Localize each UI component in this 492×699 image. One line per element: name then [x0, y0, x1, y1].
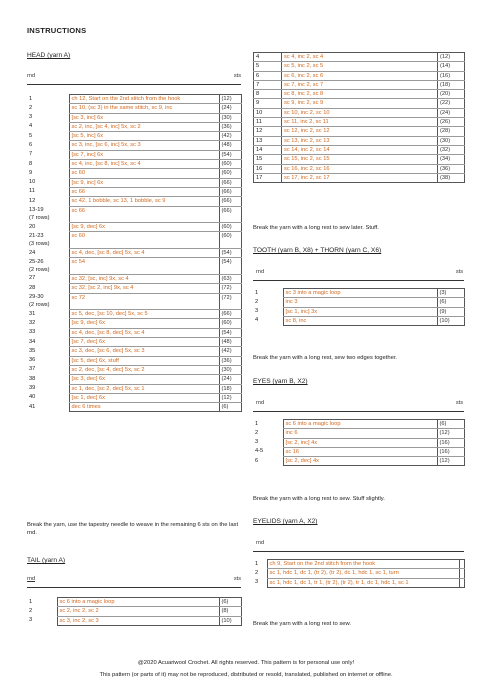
stitch-count: (6) [437, 420, 464, 429]
round-instruction: sc 66 [69, 187, 219, 196]
round-number: 9 [254, 99, 282, 108]
head-col-rnd: rnd [27, 73, 36, 79]
tail-table-part2 [253, 52, 465, 183]
table-row [27, 375, 241, 384]
tooth-note: Break the yarn with a long rest, sew two edges together. [253, 355, 398, 361]
round-instruction: sc 42, 1 bobble, sc 13, 1 bobble, sc 9 [69, 197, 219, 206]
round-number: 3 [255, 439, 259, 446]
table-row [27, 169, 241, 178]
table-row [254, 136, 465, 145]
head-table [27, 94, 242, 412]
stitch-count: (48) [219, 338, 241, 347]
round-instruction: ch 9, Start on the 2nd stitch from the hook [267, 560, 459, 569]
stitch-count: (3) [437, 289, 464, 298]
stitch-count [459, 569, 464, 578]
round-number: 3 [255, 579, 259, 586]
round-number: 38 [29, 375, 36, 382]
table-row [27, 607, 241, 616]
eyelids-header-rule [253, 551, 464, 552]
round-instruction: [sc 1, inc] 3x [283, 307, 437, 316]
round-number: 40 [29, 394, 36, 401]
round-number: 7 [254, 80, 282, 89]
stitch-count: (48) [219, 141, 241, 150]
stitch-count: (24) [219, 104, 241, 113]
round-number: 16 [254, 164, 282, 173]
round-number: 39 [29, 385, 36, 391]
table-row [27, 356, 241, 365]
stitch-count: (63) [219, 274, 241, 283]
eyelids-section-title: EYELIDS (yarn A, X2) [253, 518, 318, 525]
round-instruction: dec 6 times [69, 403, 219, 412]
table-row [254, 118, 465, 127]
eyelids-table [253, 559, 465, 588]
round-instruction: sc 10, (sc 3) in the same stitch, sc 9, inc [69, 104, 219, 113]
round-number: 13-19 (7 rows) [29, 207, 50, 222]
tail-note: Break the yarn with a long rest to sew later. Stuff. [253, 225, 379, 231]
stitch-count: (6) [219, 403, 241, 412]
stitch-count: (34) [438, 155, 465, 164]
round-number: 6 [255, 457, 259, 464]
table-row [253, 420, 464, 429]
round-instruction: sc 8, inc 2, sc 8 [282, 90, 438, 99]
eyelids-table-header [256, 540, 463, 546]
round-instruction: [sc 2, inc] 4x [283, 438, 437, 447]
round-instruction: sc 3, dec, [sc 6, dec] 5x, sc 3 [69, 347, 219, 356]
stitch-count: (54) [219, 328, 241, 337]
table-row [27, 319, 241, 328]
tail-table-header [27, 576, 241, 582]
eyes-col-rnd: rnd [256, 400, 265, 406]
round-instruction: sc 5, inc 2, sc 5 [282, 62, 438, 71]
round-number: 8 [254, 90, 282, 99]
tail-col-sts: sts [233, 576, 241, 582]
stitch-count: (12) [219, 393, 241, 402]
stitch-count: (54) [219, 258, 241, 275]
round-number: 13 [254, 136, 282, 145]
round-number: 41 [29, 403, 36, 410]
tooth-table-header [256, 269, 463, 275]
round-number: 3 [29, 617, 33, 624]
stitch-count: (72) [219, 284, 241, 293]
round-number: 12 [254, 127, 282, 136]
round-instruction: sc 54 [69, 258, 219, 275]
stitch-count [459, 578, 464, 587]
round-number: 2 [29, 607, 33, 614]
stitch-count: (12) [437, 429, 464, 438]
stitch-count: (66) [219, 187, 241, 196]
table-row [27, 150, 241, 159]
round-instruction: sc 4, inc, [sc 8, inc] 5x, sc 4 [69, 160, 219, 169]
round-instruction: ch 12, Start on the 2nd stitch from the hook [69, 95, 219, 104]
round-number: 20 [29, 223, 36, 230]
round-number: 4-5 [255, 448, 264, 455]
round-number: 8 [29, 160, 33, 167]
round-number: 31 [29, 310, 36, 317]
stitch-count: (28) [438, 127, 465, 136]
stitch-count: (12) [437, 457, 464, 466]
round-number: 2 [255, 429, 259, 436]
table-row [254, 71, 465, 80]
table-row [27, 104, 241, 113]
round-number: 3 [29, 114, 33, 121]
round-instruction: sc 3, inc, [sc 6, inc] 5x, sc 3 [69, 141, 219, 150]
stitch-count: (16) [438, 71, 465, 80]
table-row [27, 178, 241, 187]
round-number: 11 [254, 118, 282, 127]
round-number: 24 [29, 249, 36, 256]
table-row [27, 403, 241, 412]
table-row [27, 347, 241, 356]
round-number: 2 [255, 569, 259, 576]
stitch-count: (54) [219, 249, 241, 258]
stitch-count: (22) [438, 99, 465, 108]
footer-copyright: @2020 Acuariwool Crochet. All rights reserved. This pattern is for personal use only! [137, 660, 355, 666]
page-title: INSTRUCTIONS [27, 26, 87, 35]
round-number: 5 [29, 132, 33, 139]
round-instruction: sc 16 [283, 447, 437, 456]
round-number: 21-23 (3 rows) [29, 232, 50, 248]
round-instruction: sc 3 into a magic loop [283, 289, 437, 298]
round-instruction: sc 17, inc 2, sc 17 [282, 173, 438, 182]
stitch-count: (36) [219, 122, 241, 131]
table-row [27, 197, 241, 206]
tooth-section-title: TOOTH (yarn B, X8) + THORN (yarn C, X6) [253, 247, 382, 254]
round-instruction: sc 1, hdc 1, dc 1, (tr 2), (tr 2), dc 1, hdc 1, sc 1, turn [267, 569, 459, 578]
stitch-count: (54) [219, 150, 241, 159]
table-row [253, 438, 464, 447]
round-instruction: [sc 3, dec] 6x [69, 375, 219, 384]
stitch-count: (16) [437, 438, 464, 447]
table-row [27, 616, 241, 625]
table-row [27, 274, 241, 283]
eyes-col-sts: sts [455, 400, 463, 406]
table-row [27, 95, 241, 104]
round-number: 1 [255, 420, 259, 427]
tooth-table [253, 288, 465, 326]
table-row [253, 429, 464, 438]
stitch-count: (8) [219, 607, 241, 616]
round-instruction: sc 2, dec, [sc 4, dec] 5x, sc 2 [69, 365, 219, 374]
table-row [27, 365, 241, 374]
round-number: 2 [29, 104, 33, 111]
round-instruction: sc 15, inc 2, sc 15 [282, 155, 438, 164]
round-number: 35 [29, 347, 36, 354]
tooth-header-rule [253, 280, 464, 281]
round-instruction: [sc 9, dec] 6x [69, 223, 219, 232]
table-row [253, 560, 464, 569]
stitch-count: (18) [438, 80, 465, 89]
table-row [253, 298, 464, 307]
table-row [27, 141, 241, 150]
eyelids-col-rnd: rnd [256, 540, 265, 546]
round-number: 36 [29, 357, 36, 364]
table-row [253, 457, 464, 466]
round-number: 9 [29, 169, 33, 176]
round-number: 33 [29, 329, 36, 336]
round-number: 17 [254, 173, 282, 182]
table-row [27, 284, 241, 293]
table-row [27, 249, 241, 258]
round-instruction: sc 14, inc 2, sc 14 [282, 145, 438, 154]
stitch-count: (24) [438, 108, 465, 117]
table-row [254, 80, 465, 89]
table-row [27, 598, 241, 607]
stitch-count: (20) [438, 90, 465, 99]
round-instruction: [sc 7, dec] 6x [69, 338, 219, 347]
table-row [253, 307, 464, 316]
round-instruction: sc 4, dec, [sc 8, dec] 5x, sc 4 [69, 328, 219, 337]
tail-col-rnd: rnd [27, 576, 36, 582]
table-row [27, 258, 241, 275]
round-instruction: [sc 9, inc] 6x [69, 178, 219, 187]
table-row [254, 108, 465, 117]
table-row [27, 132, 241, 141]
stitch-count: (60) [219, 319, 241, 328]
table-row [27, 122, 241, 131]
round-instruction: sc 72 [69, 293, 219, 310]
stitch-count: (30) [438, 136, 465, 145]
round-number: 4 [255, 317, 259, 324]
table-row [27, 338, 241, 347]
stitch-count: (9) [437, 307, 464, 316]
stitch-count: (12) [219, 95, 241, 104]
round-instruction: sc 3, inc 2, sc 3 [57, 616, 219, 625]
round-instruction: sc 13, inc 2, sc 13 [282, 136, 438, 145]
round-instruction: sc 2, inc 2, sc 2 [57, 607, 219, 616]
round-instruction: sc 12, inc 2, sc 12 [282, 127, 438, 136]
stitch-count: (30) [219, 365, 241, 374]
head-col-sts: sts [233, 73, 241, 79]
round-number: 2 [255, 298, 259, 305]
round-number: 1 [29, 598, 33, 605]
table-row [253, 289, 464, 298]
tooth-col-sts: sts [455, 269, 463, 275]
round-number: 34 [29, 338, 36, 345]
round-instruction: sc 11, inc 2, sc 11 [282, 118, 438, 127]
stitch-count: (10) [219, 616, 241, 625]
round-instruction: sc 7, inc 2, sc 7 [282, 80, 438, 89]
table-row [253, 578, 464, 587]
round-number: 11 [29, 188, 35, 195]
table-row [254, 173, 465, 182]
round-number: 12 [29, 197, 36, 204]
table-row [27, 310, 241, 319]
stitch-count: (42) [219, 347, 241, 356]
stitch-count: (60) [219, 223, 241, 232]
table-row [254, 155, 465, 164]
round-instruction: sc 16, inc 2, sc 16 [282, 164, 438, 173]
round-number: 5 [254, 62, 282, 71]
stitch-count: (24) [219, 375, 241, 384]
table-row [254, 53, 465, 62]
round-instruction: sc 4, inc 2, sc 4 [282, 53, 438, 62]
round-number: 3 [255, 308, 259, 315]
round-instruction: sc 9, inc 2, sc 9 [282, 99, 438, 108]
round-instruction: [sc 9, dec] 6x [69, 319, 219, 328]
round-number: 15 [254, 155, 282, 164]
stitch-count: (12) [438, 53, 465, 62]
table-row [27, 232, 241, 249]
table-row [254, 164, 465, 173]
round-instruction: sc 6 into a magic loop [57, 598, 219, 607]
round-instruction: sc 6 into a magic loop [283, 420, 437, 429]
round-instruction: sc 8, inc [283, 316, 437, 325]
stitch-count: (66) [219, 178, 241, 187]
stitch-count: (66) [219, 310, 241, 319]
round-number: 28 [29, 284, 36, 291]
stitch-count: (10) [437, 316, 464, 325]
table-row [254, 90, 465, 99]
round-number: 1 [255, 289, 259, 296]
stitch-count: (66) [219, 206, 241, 223]
round-number: 25-26 (2 rows) [29, 258, 50, 274]
table-row [27, 223, 241, 232]
stitch-count: (26) [438, 118, 465, 127]
round-instruction: sc 60 [69, 232, 219, 249]
round-number: 6 [254, 71, 282, 80]
eyes-table-header [256, 400, 463, 406]
round-instruction: sc 2, inc, [sc 4, inc] 5x, sc 2 [69, 122, 219, 131]
stitch-count: (38) [438, 173, 465, 182]
stitch-count: (6) [219, 598, 241, 607]
round-number: 37 [29, 366, 36, 373]
table-row [27, 206, 241, 223]
round-number: 7 [29, 151, 33, 158]
eyes-table [253, 419, 465, 466]
table-row [254, 127, 465, 136]
round-instruction: sc 5, dec, [sc 10, dec] 5x, sc 5 [69, 310, 219, 319]
round-instruction: inc 3 [283, 298, 437, 307]
stitch-count: (16) [437, 447, 464, 456]
stitch-count: (72) [219, 293, 241, 310]
round-number: 1 [29, 95, 33, 102]
round-instruction: sc 10, inc 2, sc 10 [282, 108, 438, 117]
table-row [254, 62, 465, 71]
head-header-rule [27, 84, 241, 85]
head-note: Break the yarn, use the tapestry needle to weave in the remaining 6 sts on the last rnd. [27, 522, 239, 537]
head-section-title: HEAD (yarn A) [27, 52, 71, 59]
round-instruction: sc 4, dec, [sc 8, dec] 5x, sc 4 [69, 249, 219, 258]
eyes-header-rule [253, 411, 464, 412]
table-row [254, 145, 465, 154]
tail-table-part1 [27, 597, 242, 626]
round-number: 29-30 (2 rows) [29, 294, 50, 309]
head-table-header [27, 73, 241, 79]
tail-section-title: TAIL (yarn A) [27, 557, 66, 564]
tooth-col-rnd: rnd [256, 269, 265, 275]
stitch-count: (32) [438, 145, 465, 154]
stitch-count: (60) [219, 160, 241, 169]
round-number: 6 [29, 141, 33, 148]
stitch-count: (66) [219, 197, 241, 206]
stitch-count: (60) [219, 169, 241, 178]
round-instruction: [sc 7, inc] 6x [69, 150, 219, 159]
stitch-count: (6) [437, 298, 464, 307]
round-number: 32 [29, 319, 36, 326]
eyes-note: Break the yarn with a long rest to sew. Stuff slightly. [253, 496, 385, 502]
table-row [27, 328, 241, 337]
tail-header-rule [27, 587, 241, 588]
table-row [253, 447, 464, 456]
stitch-count: (18) [219, 384, 241, 393]
stitch-count: (30) [219, 113, 241, 122]
table-row [253, 316, 464, 325]
round-number: 14 [254, 145, 282, 154]
footer-disclaimer: This pattern (or parts of it) may not be reproduced, distributed or resold, translated, published on internet or offline. [99, 672, 393, 678]
table-row [27, 393, 241, 402]
round-instruction: sc 6, inc 2, sc 6 [282, 71, 438, 80]
table-row [27, 113, 241, 122]
round-instruction: inc 6 [283, 429, 437, 438]
table-row [27, 187, 241, 196]
stitch-count [459, 560, 464, 569]
round-number: 4 [29, 123, 33, 130]
round-number: 10 [29, 179, 36, 186]
round-instruction: sc 66 [69, 206, 219, 223]
round-instruction: [sc 3, inc] 6x [69, 113, 219, 122]
round-instruction: [sc 5, dec] 6x, stuff [69, 356, 219, 365]
stitch-count: (42) [219, 132, 241, 141]
round-number: 4 [254, 53, 282, 62]
table-row [27, 384, 241, 393]
stitch-count: (60) [219, 232, 241, 249]
round-instruction: [sc 2, dec] 4x [283, 457, 437, 466]
eyelids-note: Break the yarn with a long rest to sew. [253, 621, 351, 627]
table-row [27, 293, 241, 310]
round-instruction: sc 1, hdc 1, dc 1, tr 1, (tr 2), (tr 2), tr 1, dc 1, hdc 1, sc 1 [267, 578, 459, 587]
round-instruction: sc 60 [69, 169, 219, 178]
round-instruction: sc 32, [sc, inc] 9x, sc 4 [69, 274, 219, 283]
round-instruction: [sc 5, inc] 6x [69, 132, 219, 141]
table-row [253, 569, 464, 578]
round-instruction: sc 1, dec, [sc 2, dec] 5x, sc 1 [69, 384, 219, 393]
round-instruction: sc 32, [sc 2, inc] 9x, sc 4 [69, 284, 219, 293]
stitch-count: (36) [219, 356, 241, 365]
stitch-count: (36) [438, 164, 465, 173]
table-row [27, 160, 241, 169]
round-instruction: [sc 1, dec] 6x [69, 393, 219, 402]
round-number: 1 [255, 560, 259, 567]
round-number: 10 [254, 108, 282, 117]
table-row [254, 99, 465, 108]
round-number: 27 [29, 275, 36, 282]
eyes-section-title: EYES (yarn B, X2) [253, 378, 308, 385]
stitch-count: (14) [438, 62, 465, 71]
